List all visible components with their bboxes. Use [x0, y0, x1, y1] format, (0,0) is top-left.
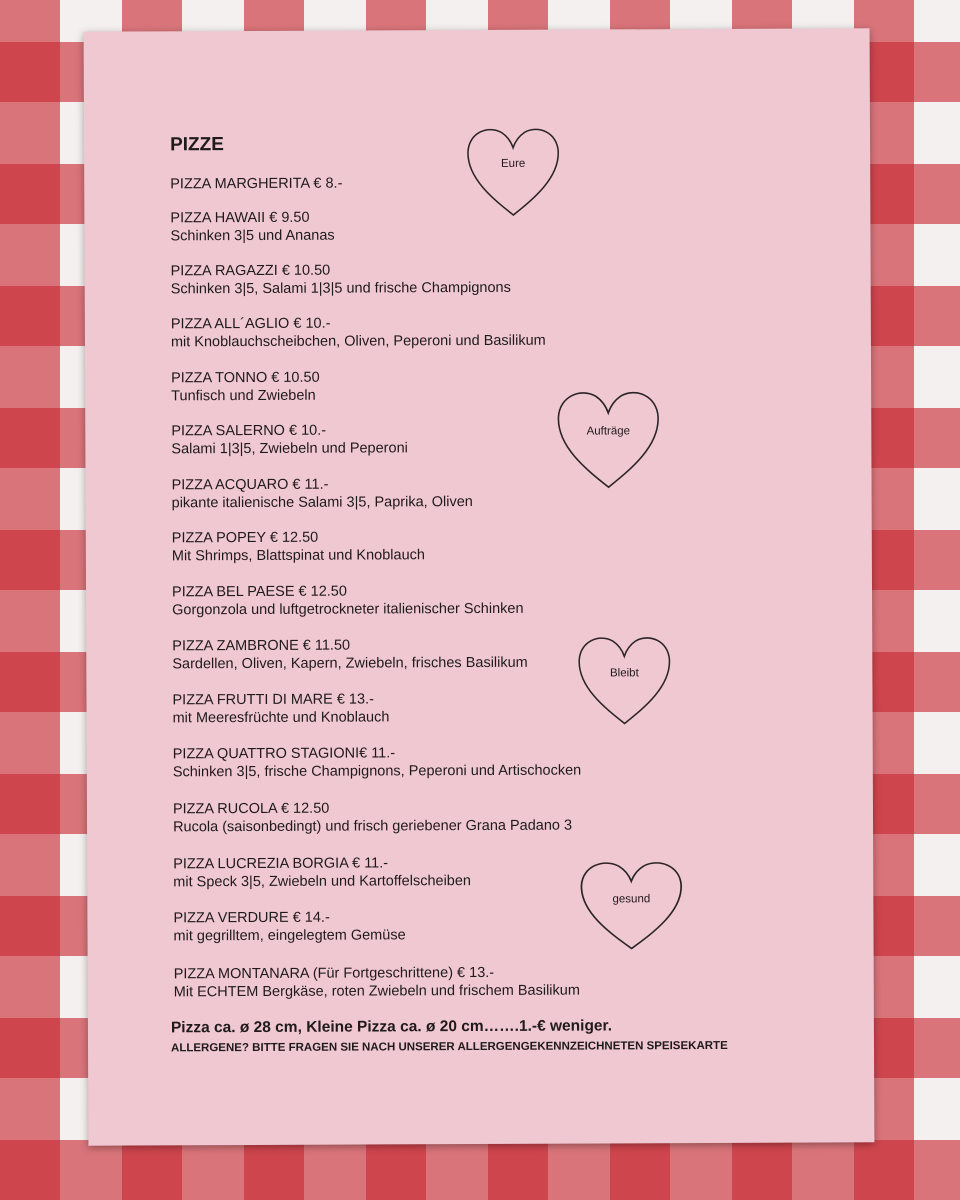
menu-item	[172, 528, 425, 565]
heart-icon	[578, 856, 684, 952]
item-name: PIZZA MARGHERITA € 8.-	[170, 175, 343, 193]
menu-item	[172, 690, 389, 727]
heart-word: Eure	[500, 157, 526, 170]
menu-item	[171, 421, 408, 458]
menu-item	[173, 799, 572, 837]
menu-item	[173, 854, 471, 891]
item-name: PIZZA ZAMBRONE € 11.50	[172, 637, 351, 655]
item-name: PIZZA LUCREZIA BORGIA € 11.-	[173, 855, 389, 873]
menu-item	[170, 209, 334, 246]
heart-word: Aufträge	[586, 425, 631, 438]
item-description: Salami 1|3|5, Zwiebeln und Peperoni	[171, 440, 408, 458]
item-name: PIZZA QUATTRO STAGIONI€ 11.-	[172, 745, 396, 763]
menu-item	[171, 261, 511, 298]
item-description: Mit ECHTEM Bergkäse, roten Zwiebeln und frischem Basilikum	[173, 982, 580, 1001]
item-description: mit Knoblauchscheibchen, Oliven, Peperoni und Basilikum	[170, 332, 546, 351]
item-description: Schinken 3|5, Salami 1|3|5 und frische Champignons	[170, 279, 511, 298]
menu-title: PIZZE	[170, 134, 224, 156]
item-description: mit Meeresfrüchte und Knoblauch	[172, 709, 390, 727]
item-description: pikante italienische Salami 3|5, Paprika, Oliven	[171, 494, 473, 512]
menu-item	[171, 369, 320, 406]
item-name: PIZZA ALL´AGLIO € 10.-	[170, 315, 331, 333]
heart-icon	[553, 385, 663, 491]
menu-item	[174, 964, 580, 1002]
item-description: Rucola (saisonbedingt) und frisch geriebener Grana Padano 3	[173, 817, 573, 836]
item-name: PIZZA SALERNO € 10.-	[171, 422, 327, 440]
item-name: PIZZA VERDURE € 14.-	[173, 909, 330, 927]
allergen-note: ALLERGENE? BITTE FRAGEN SIE NACH UNSERER ALLERGENGEKENNZEICHNETEN SPEISEKARTE	[170, 1039, 728, 1055]
item-name: PIZZA RUCOLA € 12.50	[172, 800, 330, 818]
menu-item	[172, 475, 473, 512]
heart-icon	[575, 631, 673, 727]
item-name: PIZZA BEL PAESE € 12.50	[171, 583, 347, 601]
menu-item	[171, 314, 546, 352]
menu-item	[172, 582, 524, 620]
item-description: mit gegrilltem, eingelegtem Gemüse	[173, 927, 406, 945]
menu-sheet	[84, 28, 875, 1145]
size-note: Pizza ca. ø 28 cm, Kleine Pizza ca. ø 20 cm…….1.-€ weniger.	[170, 1017, 613, 1037]
item-description: Sardellen, Oliven, Kapern, Zwiebeln, frisches Basilikum	[172, 654, 528, 673]
menu-item	[172, 636, 528, 674]
item-name: PIZZA TONNO € 10.50	[171, 369, 320, 387]
item-name: PIZZA MONTANARA (Für Fortgeschrittene) € 13.-	[173, 964, 495, 983]
heart-word: gesund	[612, 893, 651, 906]
item-name: PIZZA RAGAZZI € 10.50	[170, 262, 331, 280]
item-description: Schinken 3|5 und Ananas	[170, 227, 335, 245]
item-name: PIZZA POPEY € 12.50	[171, 529, 319, 547]
item-description: Tunfisch und Zwiebeln	[171, 387, 316, 405]
menu-item	[170, 175, 342, 194]
item-description: Gorgonzola und luftgetrockneter italienischer Schinken	[172, 600, 524, 619]
heart-word: Bleibt	[609, 667, 639, 680]
item-name: PIZZA HAWAII € 9.50	[170, 209, 310, 227]
menu-item	[173, 908, 405, 945]
item-description: Schinken 3|5, frische Champignons, Peperoni und Artischocken	[172, 762, 582, 781]
item-description: mit Speck 3|5, Zwiebeln und Kartoffelscheiben	[173, 873, 472, 891]
heart-icon	[464, 123, 562, 219]
menu-item	[173, 744, 582, 782]
item-name: PIZZA FRUTTI DI MARE € 13.-	[172, 691, 374, 709]
item-description: Mit Shrimps, Blattspinat und Knoblauch	[171, 547, 425, 565]
item-name: PIZZA ACQUARO € 11.-	[171, 476, 329, 494]
